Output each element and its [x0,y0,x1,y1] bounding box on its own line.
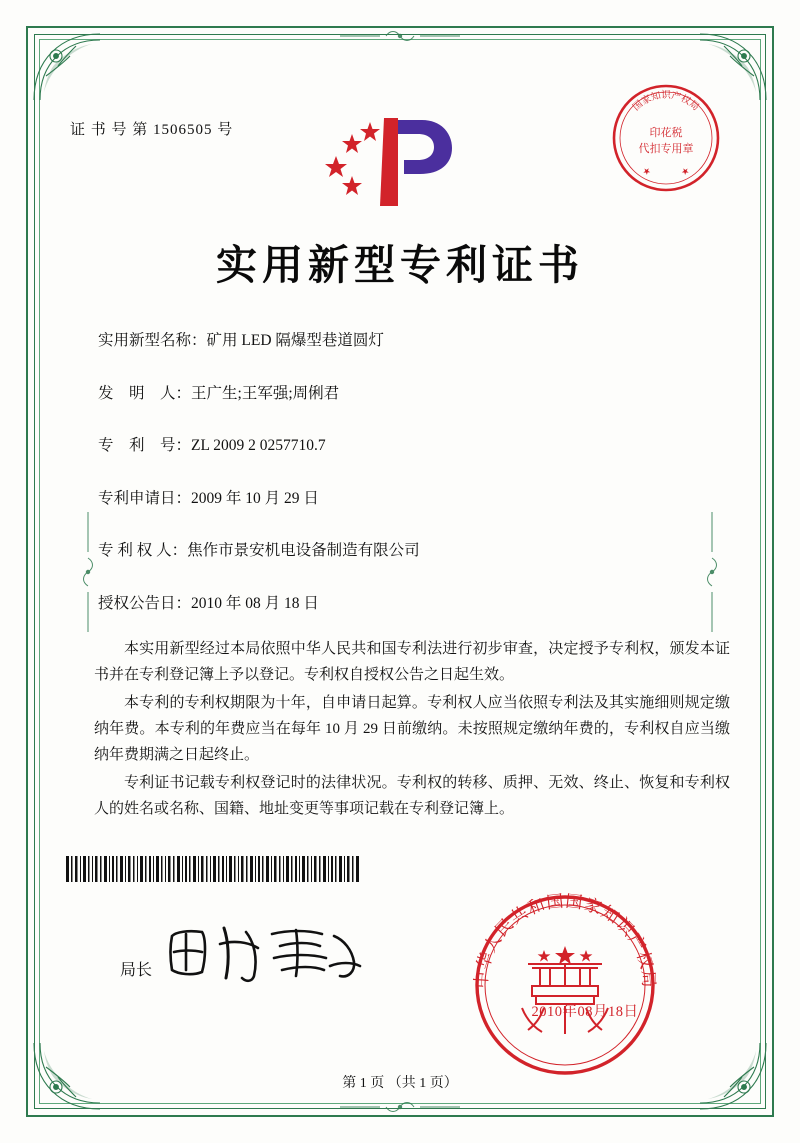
field-row [98,591,728,613]
field-value: 2009 年 10 月 29 日 [191,489,319,507]
page-title: 实用新型专利证书 [216,241,584,289]
certificate-number: 证 书 号 第 1506505 号 [70,122,234,138]
field-row [98,538,728,560]
field-value: 焦作市景安机电设备制造有限公司 [187,542,420,559]
paragraph: 专利证书记载专利权登记时的法律状况。专利权的转移、质押、无效、终止、恢复和专利权人的姓名或名称、国籍、地址变更等事项记载在专利登记簿上。 [94,775,730,817]
field-value: 王广生;王军强;周俐君 [191,384,340,402]
legal-text [94,636,730,824]
paragraph: 本专利的专利权期限为十年，自申请日起算。专利权人应当依照专利法及其实施细则规定缴纳年费。本专利的年费应当在每年 10 月 29 日前缴纳。未按照规定缴纳年费的，专利权自应当缴纳年费期满之日起终止。 [94,695,730,763]
svg-text:代扣专用章: 代扣专用章 [638,142,694,155]
svg-text:印花税: 印花税 [649,126,683,139]
edge-ornament-icon [340,1099,460,1115]
field-row [98,433,728,455]
edge-ornament-icon [80,512,96,632]
signature-label: 局长 [120,962,153,979]
edge-ornament-icon [340,28,460,44]
signature-block [120,918,372,988]
field-row [98,486,728,508]
svg-text:中华人民共和国国家知识产权局: 中华人民共和国国家知识产权局 [471,891,659,990]
seal-date: 2010年08月18日 [531,1004,639,1020]
paragraph: 本实用新型经过本局依照中华人民共和国专利法进行初步审查，决定授予专利权，颁发本证书并在专利登记簿上予以登记。专利权自授权公告之日起生效。 [94,641,730,683]
field-value: ZL 2009 2 0257710.7 [191,437,326,454]
field-label: 发 明 人： [98,384,192,402]
corner-ornament-icon [30,30,104,104]
handwritten-signature-icon [162,918,372,988]
svg-text:★ ★: ★ ★ [640,165,692,184]
field-label: 实用新型名称： [98,332,207,349]
field-label: 专 利 权 人： [98,542,188,559]
field-list [98,328,728,643]
official-seal [470,890,660,1080]
field-label: 专利申请日： [98,489,192,507]
field-value: 矿用 LED 隔爆型巷道圆灯 [206,332,384,349]
field-label: 授权公告日： [98,594,192,612]
field-label: 专 利 号： [98,437,192,454]
field-row [98,381,728,403]
page-footer: 第 1 页 （共 1 页） [342,1076,458,1091]
field-value: 2010 年 08 月 18 日 [191,594,319,612]
barcode [66,856,361,882]
svg-text:国家知识产权局: 国家知识产权局 [630,90,702,114]
field-row [98,328,728,350]
